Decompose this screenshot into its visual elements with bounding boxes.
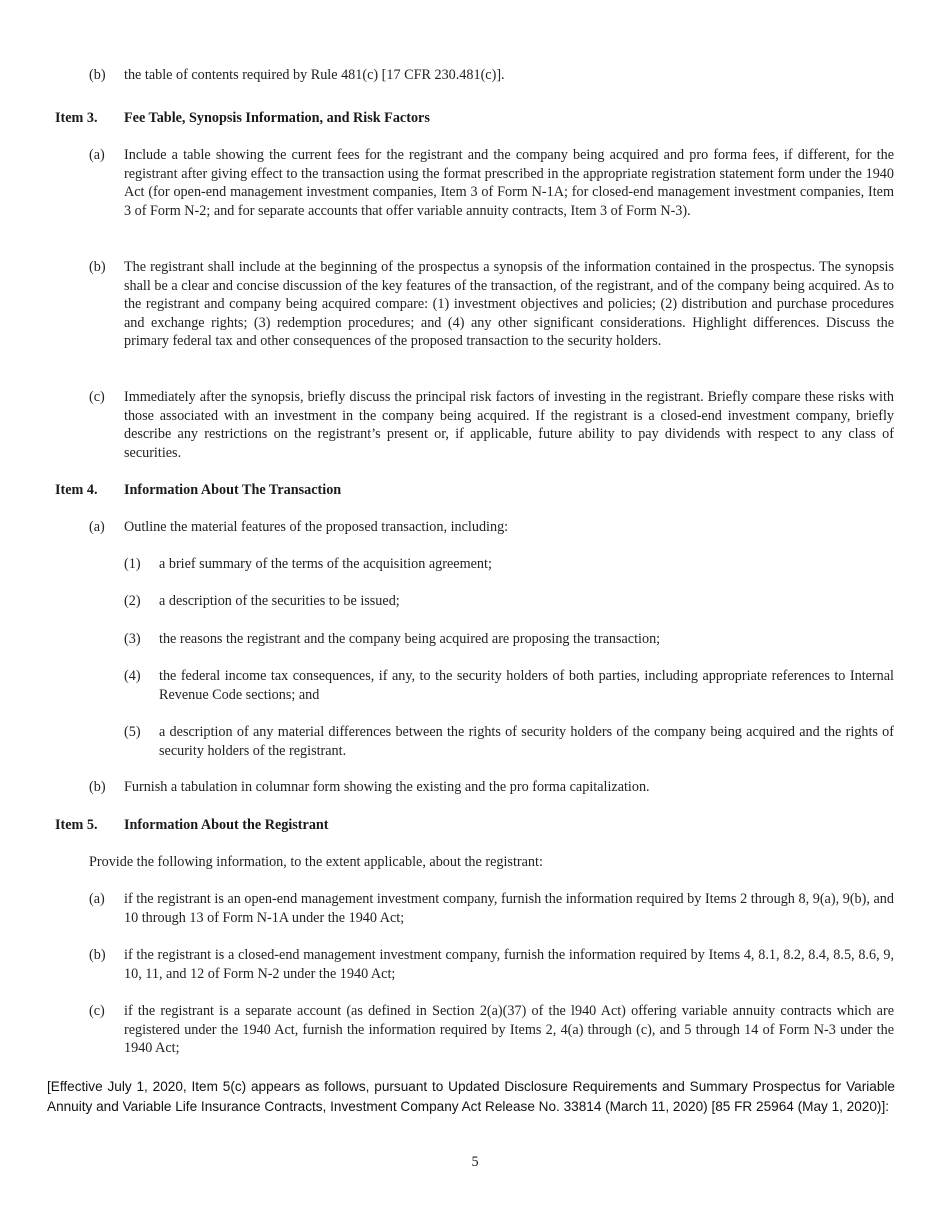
paragraph-label: (b) [89, 779, 106, 795]
item-3-number: Item 3. [55, 110, 98, 126]
item-4-title: Information About The Transaction [124, 482, 342, 498]
subitem-label: (2) [124, 593, 141, 609]
subitem-text: a description of any material differences between the rights of security holders of the company being acquired and the rights of security holders of the registrant. [159, 724, 894, 759]
paragraph-label: (a) [89, 519, 105, 535]
paragraph-text: The registrant shall include at the beginning of the prospectus a synopsis of the information contained in the prospectus. The synopsis shall be a clear and concise discussion of the key features of the transaction, of the registrant, and of the company being acquired. As to the registrant and company being acquired compare: (1) investment objectives and policies; (2) distribution and purchase procedures and exchange rights; (3) redemption procedures; and (4) any other significant considerations. Highlight differences. Discuss the primary federal tax and other consequences of the proposed transaction to the security holders. [124, 259, 894, 350]
subitem-label: (3) [124, 631, 141, 647]
paragraph-text: if the registrant is a closed-end management investment company, furnish the information required by Items 4, 8.1, 8.2, 8.4, 8.5, 8.6, 9, 10, 11, and 12 of Form N-2 under the 1940 Act; [124, 947, 894, 982]
subitem-text: the federal income tax consequences, if any, to the security holders of both parties, including appropriate references to Internal Revenue Code sections; and [159, 668, 894, 703]
subitem-text: the reasons the registrant and the company being acquired are proposing the transaction; [159, 631, 661, 647]
item-3-title: Fee Table, Synopsis Information, and Risk Factors [124, 110, 430, 126]
page-number: 5 [471, 1154, 479, 1170]
paragraph-text: Outline the material features of the proposed transaction, including: [124, 519, 509, 535]
paragraph-label: (a) [89, 891, 105, 907]
subitem-label: (1) [124, 556, 141, 572]
item-4-number: Item 4. [55, 482, 98, 498]
paragraph-text: Include a table showing the current fees for the registrant and the company being acquired and pro forma fees, if different, for the registrant after giving effect to the transaction using the format prescribed in the appropriate registration statement form under the 1940 Act (for open-end management investment companies, Item 3 of Form N-1A; for closed-end management investment companies, Item 3 of Form N-2; and for separate accounts that offer variable annuity contracts, Item 3 of Form N-3). [124, 147, 894, 219]
paragraph-label: (a) [89, 147, 105, 163]
paragraph-label: (b) [89, 67, 106, 83]
item-5-intro: Provide the following information, to the extent applicable, about the registrant: [89, 854, 543, 870]
subitem-text: a description of the securities to be issued; [159, 593, 400, 609]
paragraph-text: the table of contents required by Rule 481(c) [17 CFR 230.481(c)]. [124, 67, 505, 83]
paragraph-text: if the registrant is an open-end management investment company, furnish the information required by Items 2 through 8, 9(a), 9(b), and 10 through 13 of Form N-1A under the 1940 Act; [124, 891, 894, 926]
paragraph-label: (b) [89, 259, 106, 275]
subitem-text: a brief summary of the terms of the acquisition agreement; [159, 556, 492, 572]
paragraph-text: if the registrant is a separate account (as defined in Section 2(a)(37) of the l940 Act) offering variable annuity contracts which are registered under the 1940 Act, furnish the information required by Items 2, 4(a) through (c), and 5 through 14 of Form N-3 under the 1940 Act; [124, 1003, 894, 1057]
effective-date-note: [Effective July 1, 2020, Item 5(c) appears as follows, pursuant to Updated Disclosure Requirements and Summary Prospectus for Variable Annuity and Variable Life Insurance Contracts, Investment Company Act Release No. 33814 (March 11, 2020) [85 FR 25964 (May 1, 2020)]: [47, 1079, 895, 1114]
paragraph-label: (c) [89, 1003, 105, 1019]
paragraph-label: (b) [89, 947, 106, 963]
paragraph-text: Furnish a tabulation in columnar form showing the existing and the pro forma capitalization. [124, 779, 650, 795]
subitem-label: (5) [124, 724, 141, 740]
item-5-number: Item 5. [55, 817, 98, 833]
subitem-label: (4) [124, 668, 141, 684]
paragraph-text: Immediately after the synopsis, briefly discuss the principal risk factors of investing in the registrant. Briefly compare these risks with those associated with an investment in the company being acquired. If the registrant is a closed-end investment company, briefly describe any restrictions on the registrant’s present or, if applicable, future ability to pay dividends with respect to any class of securities. [124, 389, 894, 461]
paragraph-label: (c) [89, 389, 105, 405]
item-5-title: Information About the Registrant [124, 817, 329, 833]
